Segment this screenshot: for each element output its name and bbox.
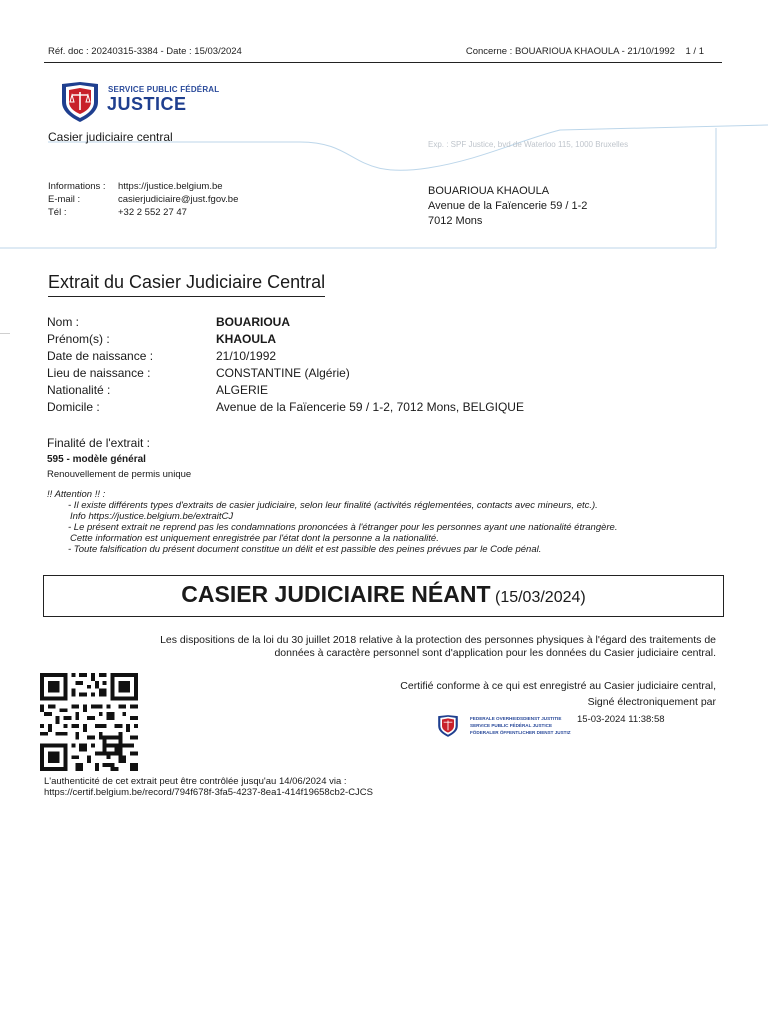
reference-line: Réf. doc : 20240315-3384 - Date : 15/03/2024	[48, 46, 242, 57]
attention-line: Cette information est uniquement enregistrée par l'état dont la personne a la nationalité.	[70, 533, 439, 544]
attention-line: - Il existe différents types d'extraits de casier judiciaire, selon leur finalité (activités réglementées, contacts avec mineurs, etc.).	[68, 500, 598, 511]
concerne-line	[466, 46, 704, 57]
attention-line: - Le présent extrait ne reprend pas les condamnations prononcées à l'étranger pour les personnes ayant une nationalité étrangère.	[68, 522, 618, 533]
scales-shield-icon	[58, 80, 102, 124]
seal-text-de: FÖDERALER ÖFFENTLICHER DIENST JUSTIZ	[470, 730, 571, 735]
field-value-domicile: Avenue de la Faïencerie 59 / 1-2, 7012 Mons, BELGIQUE	[216, 400, 524, 414]
field-value-birthplace: CONSTANTINE (Algérie)	[216, 366, 350, 380]
field-label-birthdate: Date de naissance :	[47, 349, 154, 363]
attention-title: !! Attention !! :	[47, 489, 106, 500]
recipient-city: 7012 Mons	[428, 215, 483, 227]
dispositions-text	[76, 634, 716, 660]
recipient-street: Avenue de la Faïencerie 59 / 1-2	[428, 200, 588, 212]
concerne-text: Concerne : BOUARIOUA KHAOULA - 21/10/1992	[465, 46, 675, 57]
authenticity-text: L'authenticité de cet extrait peut être contrôlée jusqu'au 14/06/2024 via :	[44, 776, 347, 787]
field-value-prenom: KHAOULA	[216, 332, 276, 346]
finalite-description: Renouvellement de permis unique	[47, 469, 192, 480]
field-value-nom: BOUARIOUA	[216, 315, 290, 329]
seal-text-nl: FEDERALE OVERHEIDSDIENST JUSTITIE	[470, 716, 562, 721]
field-label-nationality: Nationalité :	[47, 383, 111, 397]
recipient-name: BOUARIOUA KHAOULA	[428, 185, 550, 197]
margin-mark	[0, 333, 10, 334]
signature-timestamp: 15-03-2024 11:38:58	[577, 714, 665, 725]
info-label-web: Informations :	[48, 181, 106, 192]
info-value-web[interactable]: https://justice.belgium.be	[118, 181, 223, 192]
header-rule	[44, 62, 722, 63]
info-label-phone: Tél :	[48, 207, 67, 218]
logo-subtitle: SERVICE PUBLIC FÉDÉRAL	[108, 85, 220, 94]
attention-line: - Toute falsification du présent document constitue un délit et est passible des peines prévues par le Code pénal.	[68, 544, 542, 555]
authenticity-url[interactable]: https://certif.belgium.be/record/794f678f-3fa5-4237-8ea1-414f19658cb2-CJCS	[44, 787, 374, 798]
result-main: CASIER JUDICIAIRE NÉANT	[181, 581, 491, 607]
logo-title: JUSTICE	[107, 94, 187, 114]
field-label-domicile: Domicile :	[47, 400, 100, 414]
field-label-nom: Nom :	[47, 315, 80, 329]
attention-line: Info https://justice.belgium.be/extraitCJ	[70, 511, 234, 522]
certification-line-1: Certifié conforme à ce qui est enregistré au Casier judiciaire central,	[400, 680, 716, 692]
info-label-email: E-mail :	[48, 194, 81, 205]
info-value-phone: +32 2 552 27 47	[118, 207, 187, 218]
finalite-label: Finalité de l'extrait :	[47, 436, 151, 450]
dispositions-line: données à caractère personnel sont d'application pour les données du Casier judiciaire central.	[274, 647, 716, 659]
sender-service: Casier judiciaire central	[48, 130, 173, 144]
dispositions-line: Les dispositions de la loi du 30 juillet 2018 relative à la protection des personnes physiques à l'égard des traitements de	[160, 634, 716, 646]
certification-line-2: Signé électroniquement par	[587, 696, 716, 708]
seal-text-fr: SERVICE PUBLIC FÉDÉRAL JUSTICE	[470, 723, 553, 728]
qr-code[interactable]	[40, 673, 138, 771]
field-value-birthdate: 21/10/1992	[216, 349, 277, 363]
result-date: (15/03/2024)	[494, 589, 586, 606]
result-text	[43, 581, 724, 608]
page-number: 1 / 1	[685, 46, 704, 57]
info-value-email[interactable]: casierjudiciaire@just.fgov.be	[118, 194, 239, 205]
justice-seal-icon	[436, 713, 460, 739]
return-address: Exp. : SPF Justice, bvd de Waterloo 115, 1000 Bruxelles	[428, 140, 629, 149]
finalite-code: 595 - modèle général	[47, 454, 146, 465]
document-title: Extrait du Casier Judiciaire Central	[48, 272, 325, 297]
field-label-prenom: Prénom(s) :	[47, 332, 110, 346]
field-value-nationality: ALGERIE	[216, 383, 269, 397]
field-label-birthplace: Lieu de naissance :	[47, 366, 151, 380]
